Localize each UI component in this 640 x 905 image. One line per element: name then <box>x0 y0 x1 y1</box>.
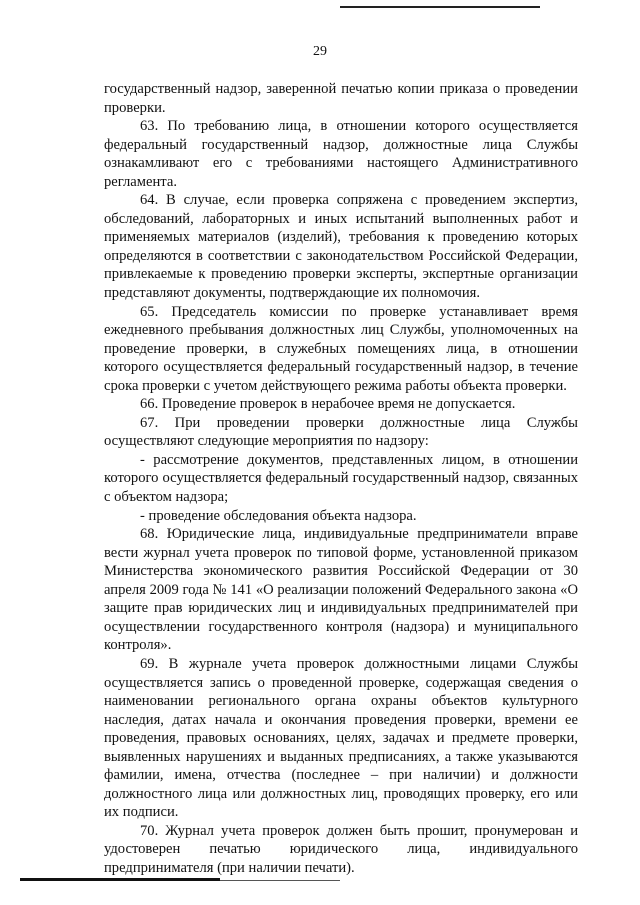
paragraph-67: 67. При проведении проверки должностные лица Службы осуществляют следующие мероприятия по надзору: <box>104 414 578 450</box>
document-body <box>104 80 578 878</box>
paragraph-63: 63. По требованию лица, в отношении которого осуществляется федеральный государственный надзор, должностные лица Службы ознакамливают его с требованиями настоящего Административного регламента. <box>104 118 578 190</box>
paragraph-67-item-1: - рассмотрение документов, представленных лицом, в отношении которого осуществляется федеральный государственный надзор, связанных с объектом надзора; <box>104 451 578 506</box>
paragraph-65: 65. Председатель комиссии по проверке устанавливает время ежедневного пребывания должностных лиц Службы, уполномоченных на проведение проверки, в служебных помещениях лица, в отношении которого осуществляется федеральный государственный надзор, в течение срока проверки с учетом действующего режима работы объекта проверки. <box>104 303 578 394</box>
paragraph-67-item-2: - проведение обследования объекта надзора. <box>140 507 417 524</box>
paragraph-70: 70. Журнал учета проверок должен быть прошит, пронумерован и удостоверен печатью юридического лица, индивидуального предпринимателя (при наличии печати). <box>104 822 578 876</box>
paragraph-continuation: государственный надзор, заверенной печатью копии приказа о проведении проверки. <box>104 81 578 116</box>
scan-artifact-line-bottom-faint <box>220 880 340 881</box>
scan-artifact-line-top <box>340 6 540 8</box>
paragraph-66: 66. Проведение проверок в нерабочее время не допускается. <box>140 396 516 413</box>
paragraph-68: 68. Юридические лица, индивидуальные предприниматели вправе вести журнал учета проверок по типовой форме, установленной приказом Министерства экономического развития Российской Федерации от 30 апреля 2009 года № 141 «О реализации положений Федерального закона «О защите прав юридических лиц и индивидуальных предпринимателей при осуществлении государственного контроля (надзора) и муниципального контроля». <box>104 526 578 654</box>
paragraph-69: 69. В журнале учета проверок должностными лицами Службы осуществляется запись о проведенной проверке, содержащая сведения о наименовании регионального органа охраны объектов культурного наследия, датах начала и окончания проведения проверки, времени ее проведения, правовых основаниях, целях, задачах и предмете проверки, выявленных нарушениях и выданных предписаниях, а также указываются фамилии, имена, отчества (последнее – при наличии) и должности должностного лица или должностных лиц, проводящих проверку, его или их подписи. <box>104 655 578 821</box>
page-number: 29 <box>313 44 327 59</box>
scan-artifact-line-bottom <box>20 878 220 881</box>
paragraph-64: 64. В случае, если проверка сопряжена с проведением экспертиз, обследований, лабораторных и иных испытаний выполненных работ и применяемых материалов (изделий), требования к проведению которых определяются в соответствии с законодательством Российской Федерации, привлекаемые к проведению проверки эксперты, экспертные организации представляют документы, подтверждающие их полномочия. <box>104 192 578 302</box>
